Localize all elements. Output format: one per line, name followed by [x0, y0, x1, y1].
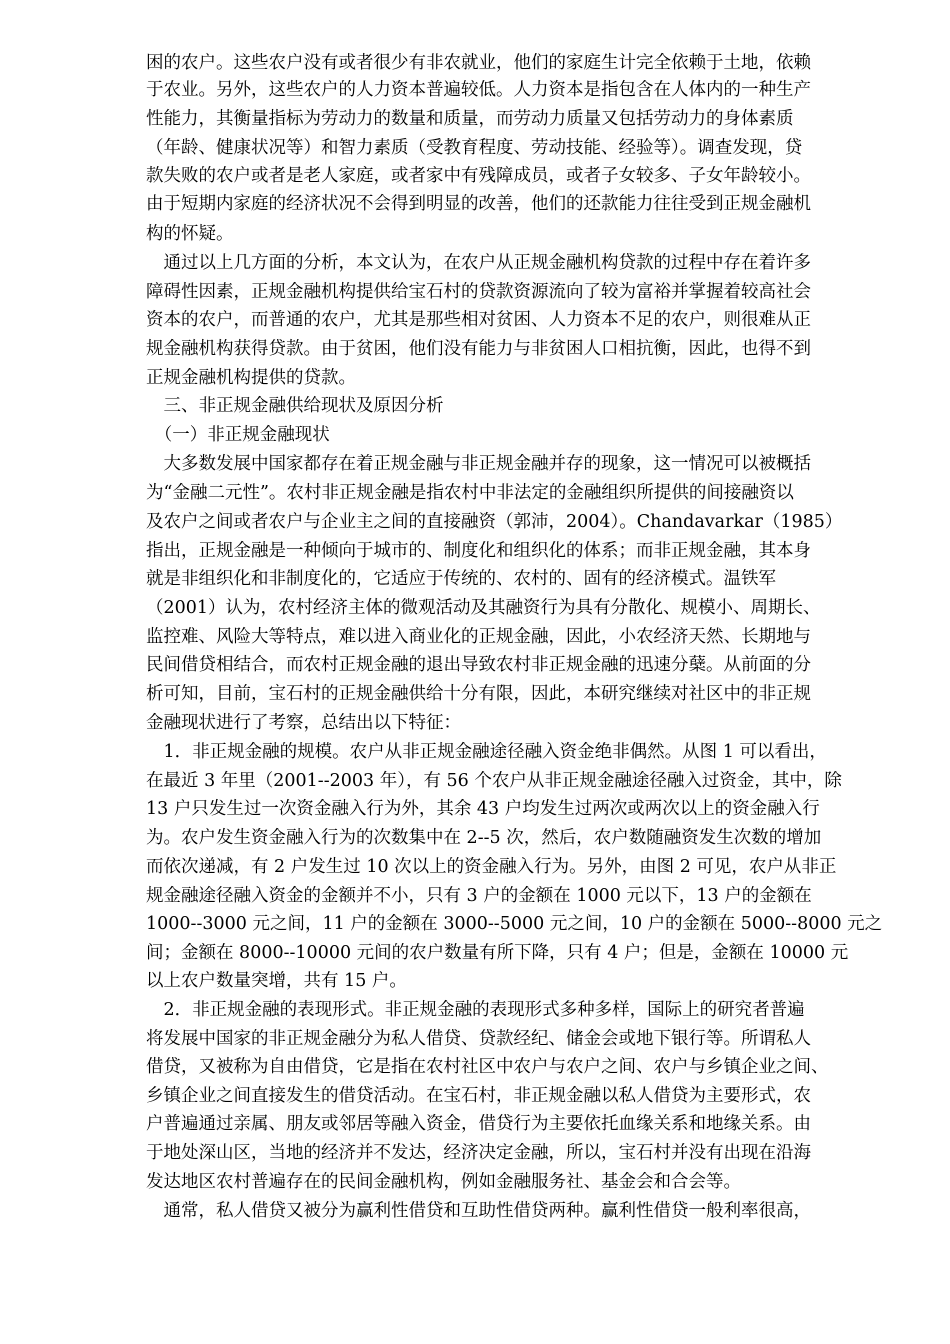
text-line: 在最近 3 年里（2001--2003 年），有 56 个农户从非正规金融途径融入过资金，其中，除	[146, 771, 842, 791]
text-line: 资本的农户，而普通的农户，尤其是那些相对贫困、人力资本不足的农户，则很难从正	[146, 310, 811, 330]
text-line: 13 户只发生过一次资金融入行为外，其余 43 户均发生过两次或两次以上的资金融入行	[146, 799, 820, 819]
text-line: 款失败的农户或者是老人家庭，或者家中有残障成员，或者子女较多、子女年龄较小。	[146, 166, 811, 186]
text-line: 大多数发展中国家都存在着正规金融与非正规金融并存的现象，这一情况可以被概括	[146, 454, 811, 474]
text-line: 析可知，目前，宝石村的正规金融供给十分有限，因此，本研究继续对社区中的非正规	[146, 684, 811, 704]
text-line: 障碍性因素，正规金融机构提供给宝石村的贷款资源流向了较为富裕并掌握着较高社会	[146, 282, 811, 302]
text-line: 于地处深山区，当地的经济并不发达，经济决定金融，所以，宝石村并没有出现在沿海	[146, 1143, 811, 1163]
text-line: 通常，私人借贷又被分为赢利性借贷和互助性借贷两种。赢利性借贷一般利率很高，	[146, 1201, 811, 1221]
text-line: 借贷，又被称为自由借贷，它是指在农村社区中农户与农户之间、农户与乡镇企业之间、	[146, 1057, 829, 1077]
text-line: 正规金融机构提供的贷款。	[146, 368, 356, 388]
text-line: 构的怀疑。	[146, 224, 234, 244]
text-line: 1．非正规金融的规模。农户从非正规金融途径融入资金绝非偶然。从图 1 可以看出，	[146, 742, 827, 762]
text-line: 间；金额在 8000--10000 元间的农户数量有所下降，只有 4 户；但是，金额在 10000 元	[146, 943, 849, 963]
text-line: 及农户之间或者农户与企业主之间的直接融资（郭沛，2004）。Chandavarkar（1985）	[146, 512, 843, 532]
text-line: 困的农户。这些农户没有或者很少有非农就业，他们的家庭生计完全依赖于土地，依赖	[146, 53, 811, 73]
text-line: 为。农户发生资金融入行为的次数集中在 2--5 次，然后，农户数随融资发生次数的增加	[146, 828, 822, 848]
text-line: 乡镇企业之间直接发生的借贷活动。在宝石村，非正规金融以私人借贷为主要形式，农	[146, 1086, 811, 1106]
text-line: 就是非组织化和非制度化的，它适应于传统的、农村的、固有的经济模式。温铁军	[146, 569, 776, 589]
text-line: 金融现状进行了考察，总结出以下特征：	[146, 713, 461, 733]
text-line: 以上农户数量突增，共有 15 户。	[146, 971, 407, 991]
text-line: 规金融途径融入资金的金额并不小，只有 3 户的金额在 1000 元以下，13 户的金额在	[146, 886, 812, 906]
text-line: 监控难、风险大等特点，难以进入商业化的正规金融，因此，小农经济天然、长期地与	[146, 627, 811, 647]
text-line: （一）非正规金融现状	[146, 425, 330, 445]
text-line: （年龄、健康状况等）和智力素质（受教育程度、劳动技能、经验等）。调查发现，贷	[146, 138, 803, 158]
text-line: 户普遍通过亲属、朋友或邻居等融入资金，借贷行为主要依托血缘关系和地缘关系。由	[146, 1114, 811, 1134]
text-line: 于农业。另外，这些农户的人力资本普遍较低。人力资本是指包含在人体内的一种生产	[146, 80, 811, 100]
text-line: （2001）认为，农村经济主体的微观活动及其融资行为具有分散化、规模小、周期长、	[146, 598, 821, 618]
text-line: 为“金融二元性”。农村非正规金融是指农村中非法定的金融组织所提供的间接融资以	[146, 483, 794, 503]
text-line: 由于短期内家庭的经济状况不会得到明显的改善，他们的还款能力往往受到正规金融机	[146, 194, 811, 214]
text-line: 将发展中国家的非正规金融分为私人借贷、贷款经纪、储金会或地下银行等。所谓私人	[146, 1029, 811, 1049]
text-line: 民间借贷相结合，而农村正规金融的退出导致农村非正规金融的迅速分蘖。从前面的分	[146, 655, 811, 675]
text-line: 1000--3000 元之间，11 户的金额在 3000--5000 元之间，10 户的金额在 5000--8000 元之	[146, 914, 883, 934]
text-line: 规金融机构获得贷款。由于贫困，他们没有能力与非贫困人口相抗衡，因此，也得不到	[146, 339, 811, 359]
text-line: 通过以上几方面的分析，本文认为，在农户从正规金融机构贷款的过程中存在着许多	[146, 253, 811, 273]
text-line: 指出，正规金融是一种倾向于城市的、制度化和组织化的体系；而非正规金融，其本身	[146, 541, 811, 561]
text-line: 发达地区农村普遍存在的民间金融机构，例如金融服务社、基金会和合会等。	[146, 1172, 741, 1192]
text-line: 性能力，其衡量指标为劳动力的数量和质量，而劳动力质量又包括劳动力的身体素质	[146, 109, 794, 129]
text-line: 三、非正规金融供给现状及原因分析	[146, 396, 444, 416]
text-line: 2．非正规金融的表现形式。非正规金融的表现形式多种多样，国际上的研究者普遍	[146, 1000, 805, 1020]
text-line: 而依次递减，有 2 户发生过 10 次以上的资金融入行为。另外，由图 2 可见，农户从非正	[146, 857, 837, 877]
